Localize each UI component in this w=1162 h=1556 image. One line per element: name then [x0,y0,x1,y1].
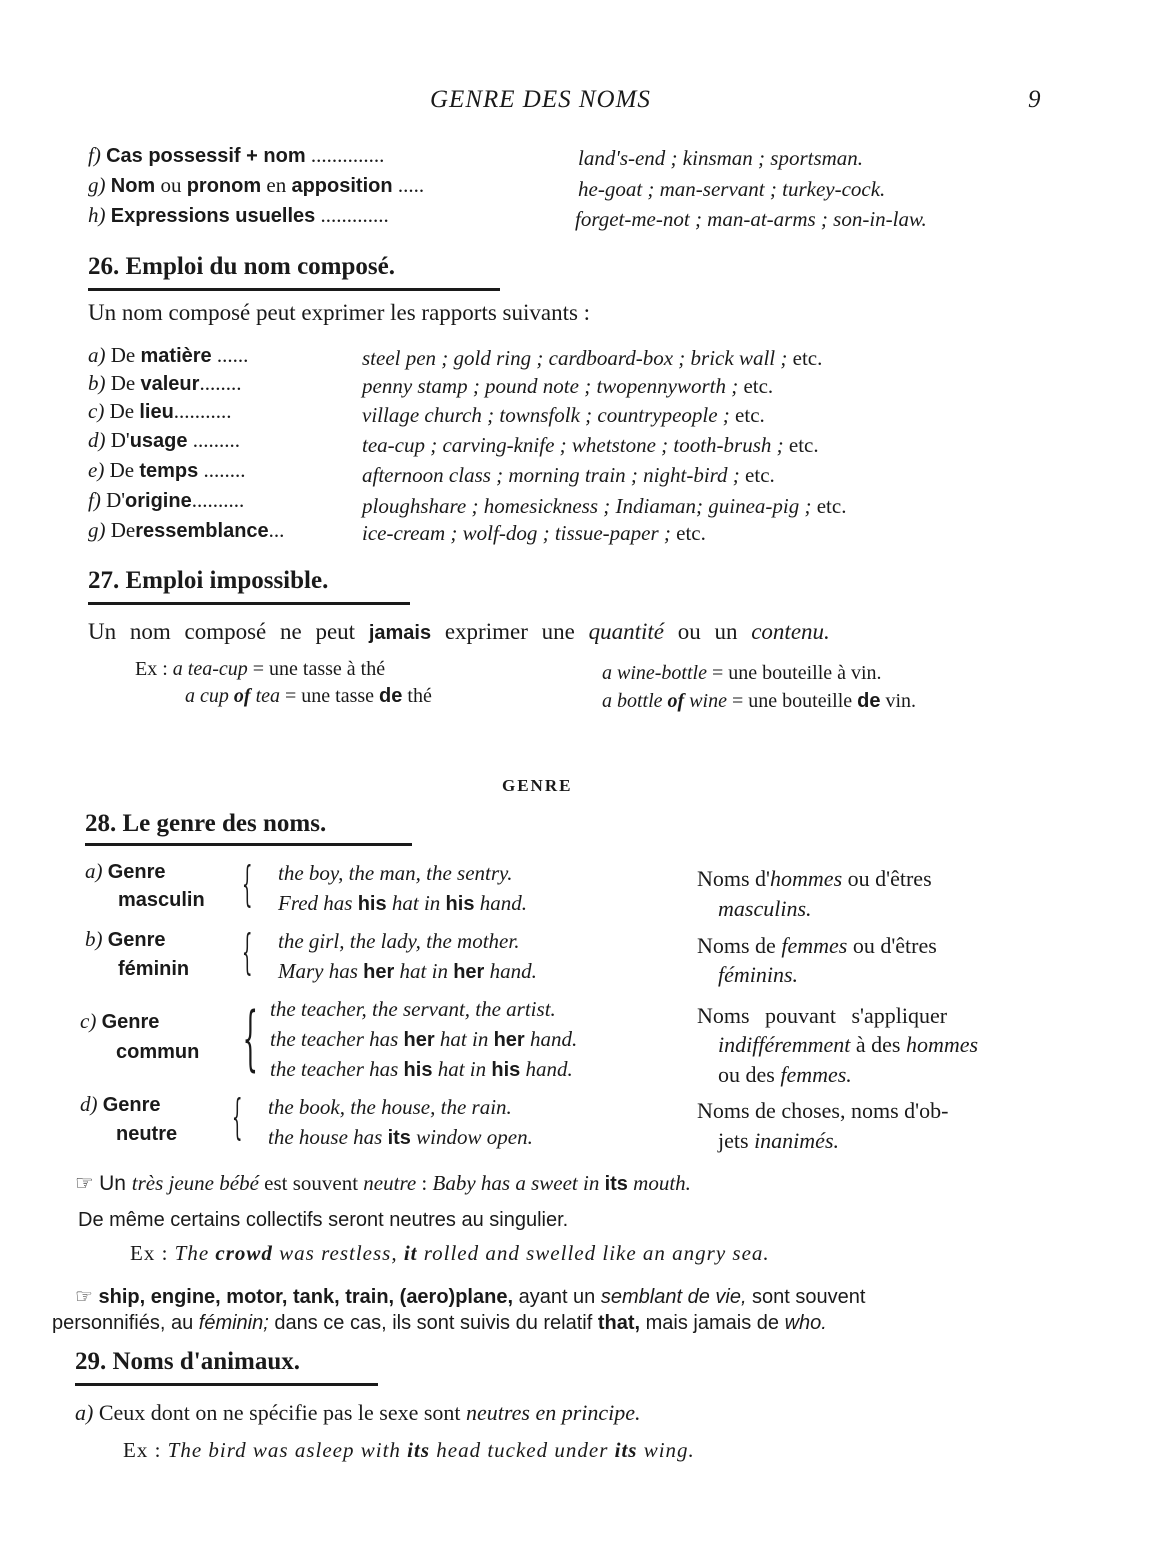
text-segment: ..... [392,173,425,197]
text-segment: Genre [107,929,166,951]
text-segment: thé [402,685,432,707]
text-segment: féminin; [198,1312,269,1334]
text-segment: forget-me-not ; man-at-arms ; son-in-law. [575,207,927,231]
heading-underline [88,288,500,291]
heading-underline [75,1383,378,1386]
example-line [268,1124,533,1151]
text-segment: à des [850,1032,906,1057]
text-segment: De [109,399,140,423]
text-segment: penny stamp ; pound note ; twopennyworth ; [362,374,739,398]
text-segment: jamais [368,622,432,644]
text-segment: indifféremment [718,1032,851,1057]
text-segment: was restless, [272,1241,404,1265]
text-segment: etc. [787,346,823,370]
text-segment: D' [110,428,130,452]
text-segment: hommes [905,1032,979,1057]
text-segment: Noms de [697,933,782,958]
text-segment: crowd [215,1241,273,1265]
example-line [185,683,432,709]
text-segment: of [667,690,685,712]
text-segment: .......... [191,488,245,512]
text-segment: Cas possessif + nom [106,145,306,167]
text-segment: féminins. [718,962,799,987]
text-segment: ........ [198,458,246,482]
text-segment: g) [88,518,111,542]
description-line [718,962,798,988]
text-segment: noms d'ob- [845,1098,949,1123]
gender-label [85,858,166,885]
text-segment: of [233,685,251,707]
description-line [697,866,932,892]
text-segment: Noms pouvant s'appliquer [697,1003,948,1028]
text-segment: .............. [305,143,385,167]
text-segment: ice-cream ; wolf-dog ; tissue-paper ; [362,521,671,545]
text-segment: jets [718,1128,755,1153]
text-segment: hand. [474,891,527,915]
text-segment: Expressions usuelles [110,205,316,227]
text-segment: the teacher, the servant, the artist. [270,997,556,1021]
list-item-label [88,142,384,169]
text-segment: f) [88,143,107,167]
section-heading-28: 28. Le genre des noms. [85,810,327,837]
rule-line [75,1400,641,1426]
list-item-label [88,427,240,454]
text-segment: f) [88,488,107,512]
text-segment: ship, engine, motor, tank, train, (aero)plane, [98,1286,514,1308]
text-segment: : [416,1171,433,1195]
text-segment: a) [75,1400,99,1425]
text-segment: masculins. [718,896,812,921]
example-line [123,1437,695,1463]
text-segment: its [604,1173,628,1195]
text-segment: e) [88,458,110,482]
text-segment: De [110,343,141,367]
text-segment: the girl, the lady, the mother. [278,929,520,953]
text-segment: féminin [118,958,190,980]
text-segment: c) [80,1009,102,1033]
example-line [602,688,916,714]
text-segment: The [174,1241,216,1265]
list-item-label [88,202,389,229]
text-segment: Genre [107,861,166,883]
text-segment: neutre [363,1171,417,1195]
text-segment: village church ; townsfolk ; countrypeople ; [362,403,730,427]
text-segment: de [857,690,881,712]
text-segment: a bottle [602,690,668,712]
text-segment: neutre [116,1123,178,1145]
page-number: 9 [1028,86,1041,113]
text-segment: D' [106,488,126,512]
gender-label [80,1091,161,1118]
section-sentence [88,619,830,646]
text-segment: ........... [173,399,232,423]
list-item-examples [362,345,822,371]
text-segment: mouth. [627,1171,691,1195]
example-line [278,958,537,985]
text-segment: etc. [739,463,775,487]
description-line [718,1062,852,1088]
note-line [75,1284,865,1310]
list-item-label [88,172,424,199]
description-line [718,1128,839,1154]
list-item-examples [578,145,863,171]
text-segment: b) [85,927,108,951]
text-segment: De [109,458,140,482]
list-item-label [88,342,248,369]
text-segment: ou des [718,1062,781,1087]
text-segment: the teacher has [270,1027,404,1051]
text-segment: ou d'êtres [847,933,937,958]
text-segment: est souvent [258,1171,364,1195]
heading-underline [85,843,412,846]
note-line [78,1207,568,1233]
text-segment: = une bouteille à vin. [706,662,882,684]
text-segment: d) [80,1092,103,1116]
text-segment: head tucked under [430,1438,615,1462]
example-line [135,656,385,682]
pointing-hand-icon: ☞ [75,1286,99,1308]
text-segment: femmes [781,933,848,958]
gender-label [118,886,205,913]
description-line [697,933,937,959]
list-item-label [88,517,284,544]
text-segment: Genre [102,1094,161,1116]
gender-label [118,955,189,982]
text-segment: très jeune bébé [131,1171,259,1195]
text-segment: her [493,1029,525,1051]
gender-label [116,1038,199,1065]
text-segment: exprimer une [431,619,589,644]
note-line [75,1170,691,1197]
text-segment: rolled and swelled like an angry sea. [417,1241,770,1265]
text-segment: hat in [394,959,454,983]
text-segment: ayant un [513,1286,601,1308]
list-item-label [88,487,244,514]
text-segment: the boy, the man, the sentry. [278,861,513,885]
text-segment: hat in [432,1057,492,1081]
text-segment: her [403,1029,435,1051]
text-segment: tea-cup ; carving-knife ; whetstone ; tooth-brush ; [362,433,784,457]
text-segment: the book, the house, the rain. [268,1095,512,1119]
text-segment: choses, [781,1098,846,1123]
text-segment: a cup [185,685,234,707]
text-segment: semblant de vie, [600,1286,747,1308]
example-line [278,860,512,886]
text-segment: hand. [520,1057,573,1081]
text-segment: Ex : [123,1438,168,1462]
list-item-examples [362,373,773,399]
text-segment: etc. [811,494,847,518]
text-segment: = une tasse à thé [247,658,386,680]
list-item-label [88,457,245,484]
text-segment: hand. [524,1027,578,1051]
description-line [697,1003,947,1029]
text-segment: d) [88,428,111,452]
text-segment: usage [129,430,188,452]
text-segment: apposition [291,175,393,197]
description-line [718,1032,978,1058]
text-segment: inanimés. [754,1128,840,1153]
text-segment: his [357,893,387,915]
text-segment: Ex : [135,658,173,680]
text-segment: De [110,518,136,542]
text-segment: that, [597,1312,641,1334]
pointing-hand-icon: ☞ [75,1171,100,1195]
description-line [697,1098,948,1124]
text-segment: he-goat ; man-servant ; turkey-cock. [578,177,886,201]
text-segment: Fred has [278,891,358,915]
text-segment: the teacher has [270,1057,404,1081]
text-segment: etc. [738,374,774,398]
text-segment: hommes [770,866,843,891]
running-title: GENRE DES NOMS [430,86,651,113]
text-segment: ou d'êtres [842,866,932,891]
example-line [270,996,556,1022]
list-item-examples [575,206,927,232]
text-segment: quantité [588,619,664,644]
text-segment: mais jamais de [640,1312,785,1334]
text-segment: Mary has [278,959,364,983]
text-segment: de [379,685,403,707]
text-segment: De [110,371,141,395]
note-line [52,1310,827,1336]
brace: { [231,1089,243,1145]
text-segment: ou un [663,619,752,644]
text-segment: g) [88,173,111,197]
text-segment: Ceux dont on ne spécifie pas le sexe sont [98,1400,467,1425]
text-segment: b) [88,371,111,395]
text-segment: Noms de [697,1098,782,1123]
list-item-examples [578,176,885,202]
text-segment: sont souvent [746,1286,866,1308]
gender-label [80,1008,159,1035]
text-segment: hand. [484,959,537,983]
text-segment: personnifiés, au [52,1312,199,1334]
text-segment: neutres en principe. [466,1400,641,1425]
text-segment: his [445,893,475,915]
text-segment: its [407,1438,430,1462]
text-segment: pronom [186,175,262,197]
part-title: GENRE [502,776,573,795]
text-segment: ......... [187,428,241,452]
text-segment: her [453,961,485,983]
text-segment: lieu [139,401,174,423]
text-segment: the house has [268,1125,388,1149]
text-segment: afternoon class ; morning train ; night-bird ; [362,463,740,487]
text-segment: en [261,173,292,197]
text-segment: masculin [118,889,205,911]
text-segment: matière [140,345,212,367]
text-segment: The bird was asleep with [167,1438,408,1462]
text-segment: dans ce cas, ils sont suivis du relatif [268,1312,598,1334]
list-item-examples [362,432,819,458]
text-segment: Baby has a sweet in [432,1171,605,1195]
text-segment: ou [155,173,187,197]
text-segment: etc. [670,521,706,545]
text-segment: ... [268,518,285,542]
text-segment: Un [99,1172,132,1195]
text-segment: ...... [211,343,249,367]
list-item-examples [362,520,706,546]
text-segment: Genre [101,1011,160,1033]
section-intro: Un nom composé peut exprimer les rapports suivants : [88,300,591,325]
example-line [278,928,519,954]
example-line [268,1094,512,1120]
section-heading-27: 27. Emploi impossible. [88,567,329,594]
text-segment: etc. [783,433,819,457]
text-segment: De même certains collectifs seront neutres au singulier. [78,1209,569,1231]
text-segment: ploughshare ; homesickness ; Indiaman; guinea-pig ; [362,494,812,518]
text-segment: temps [139,460,199,482]
description-line [718,896,812,922]
text-segment: his [491,1059,521,1081]
text-segment: = une bouteille [727,690,858,712]
list-item-label [88,370,241,397]
text-segment: c) [88,399,110,423]
text-segment: wine [684,690,727,712]
text-segment: = une tasse [280,685,380,707]
list-item-examples [362,493,846,519]
text-segment: his [403,1059,433,1081]
list-item-label [88,398,232,425]
text-segment: contenu. [751,619,830,644]
text-segment: origine [125,490,192,512]
list-item-examples [362,462,775,488]
heading-underline [88,602,410,605]
example-line [278,890,527,917]
text-segment: steel pen ; gold ring ; cardboard-box ; brick wall ; [362,346,788,370]
text-segment: femmes. [780,1062,852,1087]
text-segment: her [363,961,395,983]
brace: { [242,997,259,1079]
text-segment: Noms d' [697,866,771,891]
brace: { [241,924,253,980]
text-segment: Nom [110,175,156,197]
text-segment: a wine-bottle [602,662,707,684]
text-segment: a) [85,859,108,883]
text-segment: ............. [315,203,389,227]
text-segment: ........ [199,371,242,395]
example-line [270,1026,577,1053]
text-segment: etc. [729,403,765,427]
text-segment: wing. [637,1438,695,1462]
text-segment: Un nom composé ne peut [88,619,369,644]
gender-label [116,1120,177,1147]
text-segment: its [614,1438,638,1462]
text-segment: hat in [386,891,446,915]
text-segment: who. [784,1312,827,1334]
text-segment: land's-end ; kinsman ; sportsman. [578,146,864,170]
text-segment: its [387,1127,411,1149]
text-segment: ressemblance [135,520,269,542]
section-heading-29: 29. Noms d'animaux. [75,1348,301,1375]
text-segment: tea [250,685,280,707]
section-heading-26: 26. Emploi du nom composé. [88,253,395,280]
gender-label [85,926,166,953]
text-segment: commun [116,1041,200,1063]
example-line [270,1056,573,1083]
list-item-examples [362,402,765,428]
brace: { [241,856,253,912]
text-segment: h) [88,203,111,227]
text-segment: valeur [140,373,200,395]
text-segment: Ex : [130,1241,175,1265]
text-segment: a) [88,343,111,367]
example-line [130,1240,770,1266]
text-segment: a tea-cup [172,658,248,680]
text-segment: it [403,1241,418,1265]
example-line [602,660,882,686]
text-segment: hat in [434,1027,494,1051]
text-segment: window open. [410,1125,533,1149]
text-segment: vin. [880,690,917,712]
